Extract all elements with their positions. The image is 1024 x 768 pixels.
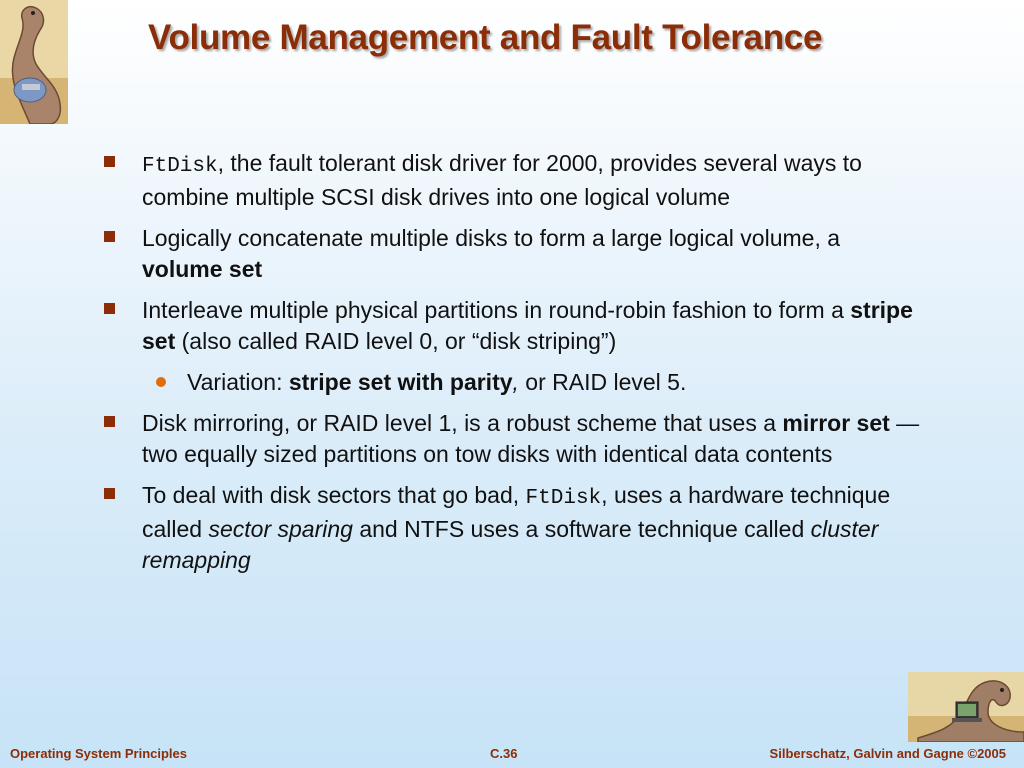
list-item: To deal with disk sectors that go bad, FtDisk, uses a hardware technique called sector sparing and NTFS uses a software technique called cluster remapping	[104, 480, 924, 576]
list-item: FtDisk, the fault tolerant disk driver for 2000, provides several ways to combine multiple SCSI disk drives into one logical volume	[104, 148, 924, 213]
footer-copyright: Silberschatz, Galvin and Gagne ©2005	[769, 746, 1006, 761]
list-item: Interleave multiple physical partitions in round-robin fashion to form a stripe set (also called RAID level 0, or “disk striping”)	[104, 295, 924, 357]
bullet-list	[104, 148, 924, 586]
round-bullet-icon	[156, 377, 166, 387]
code-text: FtDisk	[142, 155, 218, 178]
square-bullet-icon	[104, 416, 115, 427]
square-bullet-icon	[104, 156, 115, 167]
footer-course: Operating System Principles	[10, 746, 188, 761]
dinosaur-laptop-icon	[908, 672, 1024, 742]
dinosaur-logo-icon	[0, 0, 68, 124]
list-item: Disk mirroring, or RAID level 1, is a robust scheme that uses a mirror set — two equally sized partitions on tow disks with identical data contents	[104, 408, 924, 470]
square-bullet-icon	[104, 488, 115, 499]
square-bullet-icon	[104, 231, 115, 242]
footer-slide-number: C.36	[490, 746, 518, 761]
square-bullet-icon	[104, 303, 115, 314]
slide-title: Volume Management and Fault Tolerance	[148, 18, 823, 57]
sub-list-item: Variation: stripe set with parity, or RAID level 5.	[104, 367, 924, 398]
list-item: Logically concatenate multiple disks to form a large logical volume, a volume set	[104, 223, 924, 285]
